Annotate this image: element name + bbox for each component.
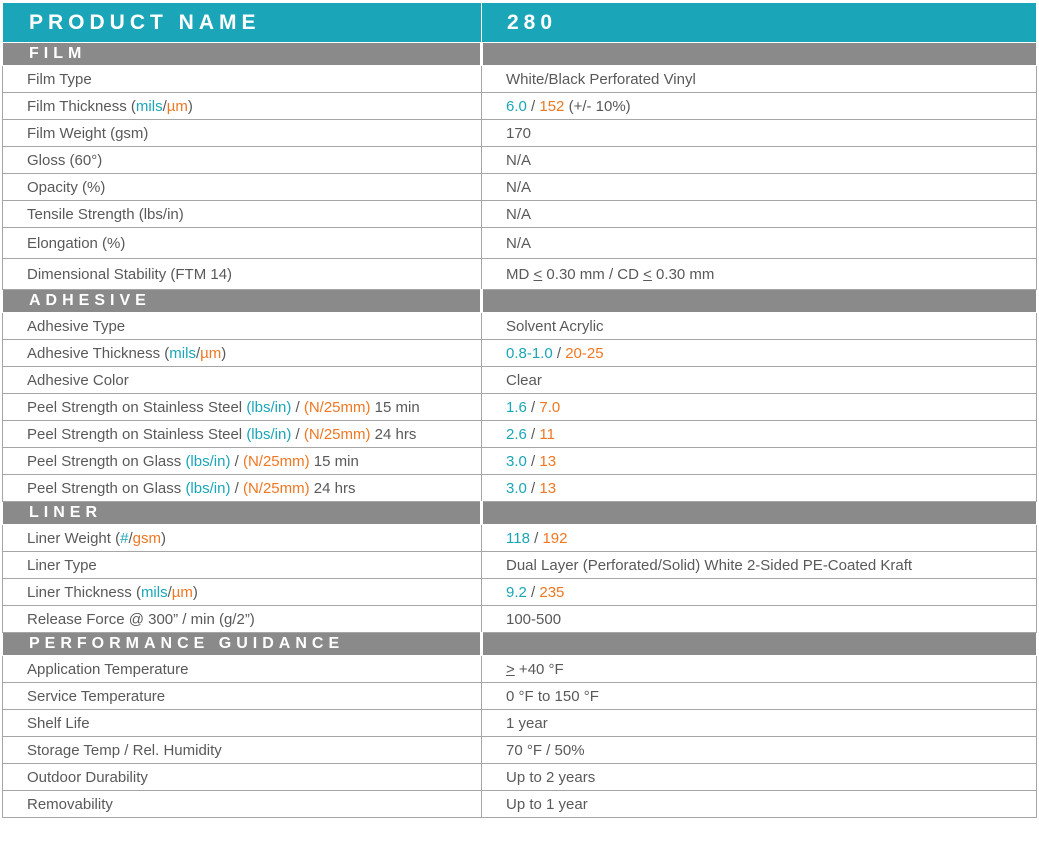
table-row bbox=[3, 120, 1037, 147]
section-title: LINER bbox=[3, 502, 482, 525]
spec-sheet bbox=[2, 2, 1036, 818]
section-title: FILM bbox=[3, 43, 482, 66]
spec-value: 1 year bbox=[482, 710, 1037, 737]
section-title: ADHESIVE bbox=[3, 290, 482, 313]
section-performance bbox=[3, 633, 1037, 656]
spec-value: 70 °F / 50% bbox=[482, 737, 1037, 764]
spec-value: N/A bbox=[482, 201, 1037, 228]
spec-value: 170 bbox=[482, 120, 1037, 147]
spec-label: Peel Strength on Glass (lbs/in) / (N/25mm) 24 hrs bbox=[3, 475, 482, 502]
spec-label: Opacity (%) bbox=[3, 174, 482, 201]
spec-label: Tensile Strength (lbs/in) bbox=[3, 201, 482, 228]
table-row bbox=[3, 606, 1037, 633]
spec-value: 0.8-1.0 / 20-25 bbox=[482, 340, 1037, 367]
spec-label: Release Force @ 300” / min (g/2”) bbox=[3, 606, 482, 633]
spec-label: Dimensional Stability (FTM 14) bbox=[3, 259, 482, 290]
spec-label: Adhesive Color bbox=[3, 367, 482, 394]
product-name-heading: PRODUCT NAME bbox=[3, 3, 482, 43]
spec-label: Liner Thickness (mils/µm) bbox=[3, 579, 482, 606]
spec-value: N/A bbox=[482, 174, 1037, 201]
spec-value: Clear bbox=[482, 367, 1037, 394]
table-row bbox=[3, 66, 1037, 93]
spec-value: 9.2 / 235 bbox=[482, 579, 1037, 606]
table-row bbox=[3, 340, 1037, 367]
spec-value: Up to 1 year bbox=[482, 791, 1037, 818]
table-row bbox=[3, 710, 1037, 737]
spec-label: Storage Temp / Rel. Humidity bbox=[3, 737, 482, 764]
spec-value: Solvent Acrylic bbox=[482, 313, 1037, 340]
table-row bbox=[3, 791, 1037, 818]
table-row bbox=[3, 174, 1037, 201]
spec-label: Liner Type bbox=[3, 552, 482, 579]
table-row bbox=[3, 683, 1037, 710]
spec-label: Peel Strength on Stainless Steel (lbs/in) / (N/25mm) 15 min bbox=[3, 394, 482, 421]
spec-value: 6.0 / 152 (+/- 10%) bbox=[482, 93, 1037, 120]
table-header bbox=[3, 3, 1037, 43]
section-title: PERFORMANCE GUIDANCE bbox=[3, 633, 482, 656]
spec-value: White/Black Perforated Vinyl bbox=[482, 66, 1037, 93]
section-film bbox=[3, 43, 1037, 66]
table-row bbox=[3, 764, 1037, 791]
table-row bbox=[3, 228, 1037, 259]
table-row bbox=[3, 367, 1037, 394]
spec-table bbox=[2, 2, 1037, 818]
spec-label: Film Weight (gsm) bbox=[3, 120, 482, 147]
table-row bbox=[3, 201, 1037, 228]
spec-value: 3.0 / 13 bbox=[482, 475, 1037, 502]
spec-value: 3.0 / 13 bbox=[482, 448, 1037, 475]
spec-label: Service Temperature bbox=[3, 683, 482, 710]
section-adhesive bbox=[3, 290, 1037, 313]
table-row bbox=[3, 525, 1037, 552]
spec-label: Adhesive Type bbox=[3, 313, 482, 340]
spec-label: Adhesive Thickness (mils/µm) bbox=[3, 340, 482, 367]
spec-label: Application Temperature bbox=[3, 656, 482, 683]
spec-value: Up to 2 years bbox=[482, 764, 1037, 791]
spec-label: Peel Strength on Stainless Steel (lbs/in) / (N/25mm) 24 hrs bbox=[3, 421, 482, 448]
spec-label: Shelf Life bbox=[3, 710, 482, 737]
table-row bbox=[3, 552, 1037, 579]
table-row bbox=[3, 394, 1037, 421]
spec-label: Film Type bbox=[3, 66, 482, 93]
spec-label: Film Thickness (mils/µm) bbox=[3, 93, 482, 120]
spec-label: Peel Strength on Glass (lbs/in) / (N/25mm) 15 min bbox=[3, 448, 482, 475]
spec-label: Removability bbox=[3, 791, 482, 818]
table-row bbox=[3, 656, 1037, 683]
spec-label: Gloss (60°) bbox=[3, 147, 482, 174]
spec-label: Outdoor Durability bbox=[3, 764, 482, 791]
spec-label: Elongation (%) bbox=[3, 228, 482, 259]
table-row bbox=[3, 421, 1037, 448]
table-row bbox=[3, 475, 1037, 502]
spec-value: 118 / 192 bbox=[482, 525, 1037, 552]
table-row bbox=[3, 259, 1037, 290]
spec-value: MD < 0.30 mm / CD < 0.30 mm bbox=[482, 259, 1037, 290]
section-liner bbox=[3, 502, 1037, 525]
product-number: 280 bbox=[482, 3, 1037, 43]
spec-value: 2.6 / 11 bbox=[482, 421, 1037, 448]
spec-value: 100-500 bbox=[482, 606, 1037, 633]
spec-value: N/A bbox=[482, 228, 1037, 259]
spec-label: Liner Weight (#/gsm) bbox=[3, 525, 482, 552]
table-row bbox=[3, 737, 1037, 764]
table-row bbox=[3, 93, 1037, 120]
spec-value: > +40 °F bbox=[482, 656, 1037, 683]
spec-value: 1.6 / 7.0 bbox=[482, 394, 1037, 421]
table-row bbox=[3, 579, 1037, 606]
spec-value: N/A bbox=[482, 147, 1037, 174]
table-row bbox=[3, 147, 1037, 174]
spec-value: 0 °F to 150 °F bbox=[482, 683, 1037, 710]
spec-value: Dual Layer (Perforated/Solid) White 2-Sided PE-Coated Kraft bbox=[482, 552, 1037, 579]
table-row bbox=[3, 313, 1037, 340]
table-row bbox=[3, 448, 1037, 475]
